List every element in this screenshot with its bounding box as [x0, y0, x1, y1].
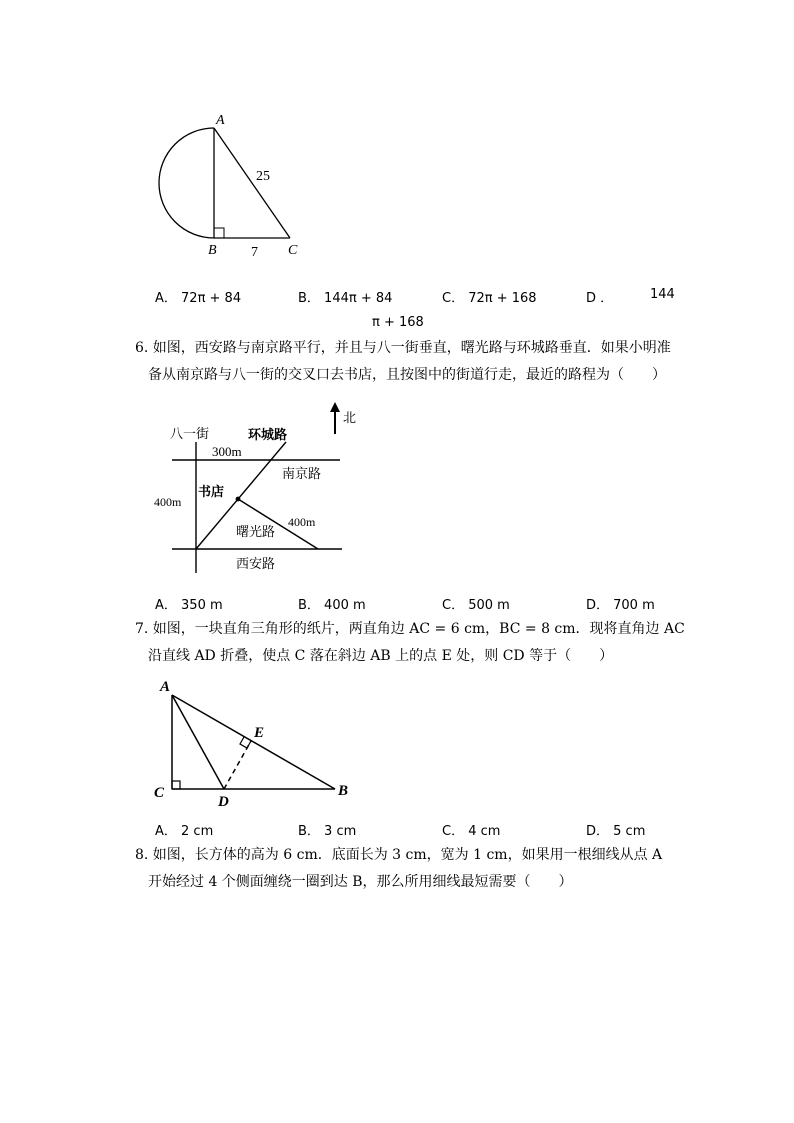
- q7-option-c[interactable]: C． 4 cm: [442, 824, 501, 839]
- q6-option-d[interactable]: D． 700 m: [586, 598, 655, 613]
- q7-option-d[interactable]: D． 5 cm: [586, 824, 646, 839]
- q5-option-d-letter: D ．: [586, 291, 614, 306]
- q7-figure: [150, 675, 360, 810]
- q5-option-a[interactable]: A． 72π + 84: [155, 291, 242, 306]
- q7-label-d: D: [218, 794, 229, 810]
- q5-label-7: 7: [251, 245, 258, 260]
- map-label-300m: 300m: [212, 444, 242, 459]
- q5-label-c: C: [288, 243, 298, 258]
- q7-label-b: B: [338, 783, 349, 799]
- q7-text-line2: 沿直线 AD 折叠，使点 C 落在斜边 AB 上的点 E 处，则 CD 等于（ ）: [148, 648, 614, 664]
- q5-label-a: A: [216, 113, 225, 128]
- q5-label-b: B: [208, 243, 217, 258]
- map-label-nanjing: 南京路: [282, 467, 322, 482]
- q6-option-b[interactable]: B． 400 m: [298, 598, 366, 613]
- q5-option-c[interactable]: C． 72π + 168: [442, 291, 537, 306]
- q6-option-a[interactable]: A． 350 m: [155, 598, 223, 613]
- q6-text-line2: 备从南京路与八一街的交叉口去书店，且按图中的街道行走，最近的路程为（ ）: [148, 367, 666, 383]
- bookstore-point: [236, 497, 241, 502]
- q5-option-d[interactable]: [586, 287, 675, 306]
- map-label-400m-left: 400m: [154, 495, 182, 509]
- q7-fold-ad: [172, 695, 224, 789]
- q8-text-line1: 8. 如图，长方体的高为 6 cm．底面长为 3 cm，宽为 1 cm，如果用一根细线从点 A: [135, 847, 663, 863]
- q5-semicircle: [159, 128, 214, 238]
- map-label-huancheng: 环城路: [248, 428, 288, 443]
- q7-right-angle-e: [240, 737, 251, 748]
- q8-text-line2: 开始经过 4 个侧面缠绕一圈到达 B，那么所用细线最短需要（ ）: [148, 874, 573, 890]
- q7-option-a[interactable]: A． 2 cm: [155, 824, 214, 839]
- map-label-shuguang: 曙光路: [236, 525, 276, 540]
- q7-label-e: E: [254, 725, 265, 741]
- q7-text-line1: 7. 如图，一块直角三角形的纸片，两直角边 AC = 6 cm，BC = 8 cm．现将直角边 AC: [135, 621, 685, 637]
- q7-side-ab: [172, 695, 335, 789]
- q5-figure: [150, 110, 320, 265]
- q5-option-d-value: 144: [650, 287, 675, 302]
- map-label-400m-right: 400m: [288, 515, 316, 529]
- north-arrow-icon: [330, 402, 340, 412]
- q6-text-line1: 6. 如图，西安路与南京路平行，并且与八一街垂直，曙光路与环城路垂直．如果小明准: [135, 340, 671, 356]
- q5-label-25: 25: [256, 169, 270, 184]
- q5-right-angle-mark: [214, 228, 224, 238]
- q5-option-b[interactable]: B． 144π + 84: [298, 291, 393, 306]
- q5-side-ac: [214, 128, 290, 238]
- q7-option-b[interactable]: B． 3 cm: [298, 824, 357, 839]
- q7-right-angle-c: [172, 781, 180, 789]
- q6-map: [150, 400, 370, 580]
- q6-option-c[interactable]: C． 500 m: [442, 598, 510, 613]
- map-label-xian: 西安路: [236, 557, 276, 572]
- map-label-bookstore: 书店: [198, 485, 225, 500]
- q7-label-c: C: [154, 785, 165, 801]
- q7-label-a: A: [160, 679, 171, 695]
- map-label-north: 北: [343, 411, 357, 426]
- q5-option-d-continuation: π + 168: [372, 315, 424, 330]
- map-label-bayi: 八一街: [170, 427, 210, 442]
